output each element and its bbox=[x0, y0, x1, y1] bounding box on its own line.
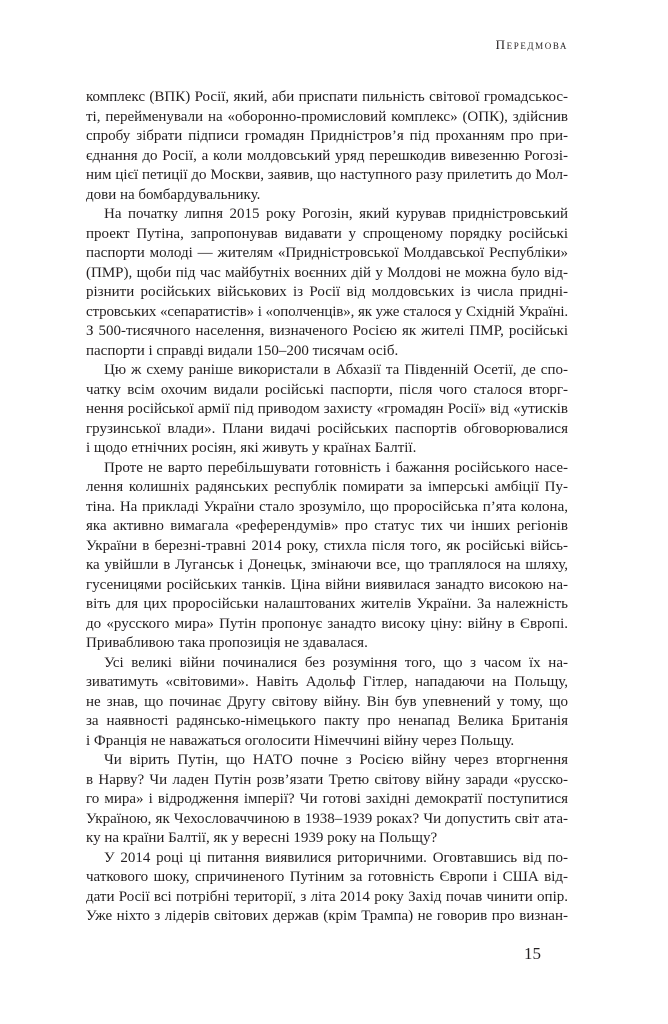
paragraph bbox=[86, 459, 568, 654]
text-line: Цю ж схему раніше використали в Абхазії та Південній Осетії, де спо- bbox=[104, 362, 568, 378]
paragraph bbox=[86, 751, 568, 849]
text-line: гусеницями російських танків. Ціна війни виявилася занадто високою на- bbox=[86, 576, 568, 593]
text-line: проект Путіна, запропонував видавати у спрощеному порядку російські bbox=[86, 225, 568, 242]
body-text bbox=[86, 88, 568, 927]
text-line: ті, перейменували на «оборонно-промисловий комплекс» (ОПК), здійснив bbox=[86, 108, 568, 125]
text-line: комплекс (ВПК) Росії, який, аби приспати пильність світової громадськос- bbox=[86, 89, 568, 105]
text-line: З 500-тисячного населення, визначеного Росією як жителі ПМР, російські bbox=[86, 323, 568, 339]
text-line: до «русского мира» Путін пропонує занадто високу ціну: війну в Європі. bbox=[86, 615, 568, 632]
text-line: лення колишніх радянських республік помирати за імперські амбіції Пу- bbox=[86, 479, 568, 495]
text-line: не знав, що починає Другу світову війну. Він був упевнений у тому, що bbox=[86, 693, 568, 710]
text-line: України в березні-травні 2014 року, стихла після того, як російські війсь- bbox=[86, 537, 568, 554]
text-line: в Нарву? Чи ладен Путін розв’язати Третю світову війну заради «русско- bbox=[86, 771, 568, 788]
paragraph bbox=[86, 361, 568, 459]
text-line: грузинської влади». Плани видачі російських паспортів обговорювалися bbox=[86, 420, 568, 437]
paragraph bbox=[86, 849, 568, 927]
text-line: У 2014 році ці питання виявилися риторичними. Оговтавшись від по- bbox=[104, 849, 568, 866]
text-line: дови на бомбардувальнику. bbox=[86, 186, 261, 203]
text-line: яка активно вимагала «референдумів» про статус тих чи інших регіонів bbox=[86, 518, 568, 534]
text-line: єднання до Росії, а коли молдовський уряд перешкодив вивезенню Рогозі- bbox=[86, 147, 568, 164]
text-line: ним цієї петиції до Москви, заявив, що наступного разу прилетить до Мол- bbox=[86, 167, 568, 183]
text-line: і щодо етнічних росіян, які живуть у країнах Балтії. bbox=[86, 440, 417, 456]
text-line: ка увійшли в Луганськ і Донецьк, змінаючи все, що траплялося на шляху, bbox=[86, 557, 568, 573]
text-line: спробу зібрати підписи громадян Придністров’я під проханням про при- bbox=[86, 128, 568, 144]
text-line: зиватимуть «світовими». Навіть Адольф Гітлер, нападаючи на Польщу, bbox=[86, 674, 568, 690]
text-line: Проте не варто перебільшувати готовність і бажання російського насе- bbox=[104, 459, 568, 476]
paragraph bbox=[86, 88, 568, 205]
text-line: На початку липня 2015 року Рогозін, який курував придністровський bbox=[104, 206, 568, 222]
text-line: паспорти молоді — жителям «Придністровської Молдавської Республіки» bbox=[86, 245, 568, 261]
text-line: Україною, як Чехословаччиною в 1938–1939 роках? Чи допустить світ ата- bbox=[86, 810, 568, 827]
text-line: тіна. На прикладі України стало зрозуміло, що проросійська п’ята колона, bbox=[86, 498, 568, 515]
text-line: го мира» і відродження імперії? Чи готові західні демократії поступитися bbox=[86, 791, 568, 807]
text-line: Уже ніхто з лідерів світових держав (крім Трампа) не говорив про визнан- bbox=[86, 908, 568, 924]
text-line: і Франція не наважаться оголосити Німеччині війну через Польщу. bbox=[86, 732, 515, 749]
text-line: нення російської армії під приводом захисту «громадян Росії» від «утисків bbox=[86, 401, 568, 417]
text-line: Усі великі війни починалися без розуміння того, що з часом їх на- bbox=[104, 654, 568, 671]
running-head: Передмова bbox=[495, 37, 568, 52]
text-line: за наявності радянсько-німецького пакту про ненапад Велика Британія bbox=[86, 713, 568, 729]
text-line: Чи вірить Путін, що НАТО почне з Росією війну через вторгнення bbox=[104, 752, 568, 768]
text-line: віть для цих проросійськи налаштованих жителів України. За належність bbox=[86, 596, 568, 612]
text-line: різнити російських військових із Росії від молдовських із числа придні- bbox=[86, 284, 568, 300]
paragraph bbox=[86, 654, 568, 752]
text-line: паспорти і справді видали 150–200 тисячам осіб. bbox=[86, 342, 399, 359]
paragraph bbox=[86, 205, 568, 361]
text-line: дати Росії всі потрібні території, з літа 2014 року Захід почав чинити опір. bbox=[86, 888, 568, 905]
text-line: стровських «сепаратистів» і «ополченців», як уже сталося у Східній Україні. bbox=[86, 303, 568, 320]
text-line: (ПМР), щоби під час майбутніх воєнних дій у Молдові не можна було від- bbox=[86, 264, 568, 281]
text-line: чатку всім охочим видали російські паспорти, після чого сталося вторг- bbox=[86, 381, 568, 398]
page-number: 15 bbox=[524, 944, 541, 963]
text-line: Привабливою така пропозиція не здавалася. bbox=[86, 635, 368, 651]
text-line: ку на країни Балтії, як у вересні 1939 року на Польщу? bbox=[86, 830, 438, 846]
text-line: чаткового шоку, спричиненого Путіним за готовність Європи і США від- bbox=[86, 869, 568, 885]
